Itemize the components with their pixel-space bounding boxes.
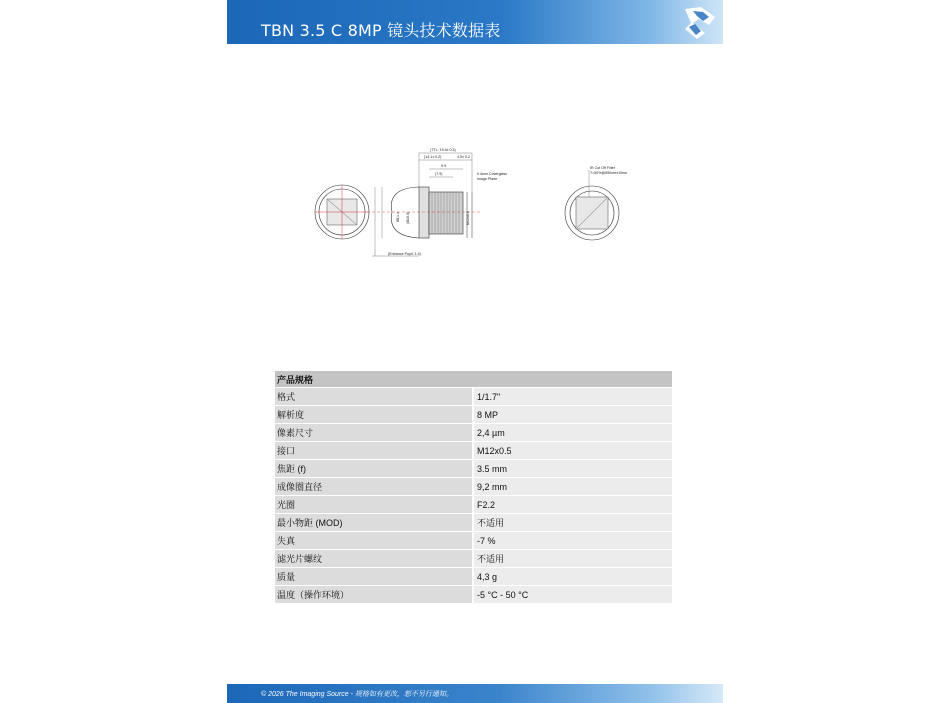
spec-row bbox=[275, 424, 672, 442]
spec-value: 4,3 g bbox=[473, 568, 672, 586]
dim-ttl: (TTL: 19.4± 0.3) bbox=[430, 148, 456, 152]
spec-label: 像素尺寸 bbox=[275, 424, 473, 442]
spec-value: 8 MP bbox=[473, 406, 672, 424]
spec-row bbox=[275, 586, 672, 604]
spec-label: 格式 bbox=[275, 388, 473, 406]
spec-row bbox=[275, 460, 672, 478]
footer-copyright: © 2026 The Imaging Source - 规格如有更改，恕不另行通知。 bbox=[261, 691, 453, 698]
dim-barrel: (7.9) bbox=[435, 172, 443, 176]
spec-row bbox=[275, 550, 672, 568]
back-view bbox=[565, 170, 619, 240]
spec-value: 3.5 mm bbox=[473, 460, 672, 478]
dim-inner-diameter: (Ø10.6) bbox=[406, 211, 410, 224]
the-imaging-source-logo-icon bbox=[679, 3, 719, 41]
spec-row bbox=[275, 442, 672, 460]
label-image-plane: Image Plane bbox=[477, 177, 498, 181]
spec-row bbox=[275, 514, 672, 532]
dim-thread: 9.9 bbox=[441, 164, 446, 168]
lens-drawing bbox=[307, 140, 647, 265]
spec-value: -7 % bbox=[473, 532, 672, 550]
spec-value: M12x0.5 bbox=[473, 442, 672, 460]
spec-label: 温度（操作环境） bbox=[275, 586, 473, 604]
spec-value: 9,2 mm bbox=[473, 478, 672, 496]
spec-value: 不适用 bbox=[473, 550, 672, 568]
dim-back: 4.5± 0.2 bbox=[457, 155, 470, 159]
page-title: TBN 3.5 C 8MP 镜头技术数据表 bbox=[261, 21, 501, 40]
dim-overall: (14.1± 0.2) bbox=[424, 155, 442, 159]
side-view bbox=[367, 153, 482, 256]
label-coverglass: 0.4mm Coverglass bbox=[477, 172, 507, 176]
spec-label: 成像圈直径 bbox=[275, 478, 473, 496]
spec-table-header-row bbox=[275, 371, 672, 388]
dim-entrance-pupil: (Entrance Pupil: 1.4) bbox=[388, 252, 421, 256]
spec-row bbox=[275, 388, 672, 406]
spec-label: 光圈 bbox=[275, 496, 473, 514]
label-ir-filter: IR Cut Off Filter bbox=[590, 166, 615, 170]
spec-row bbox=[275, 568, 672, 586]
front-view bbox=[315, 185, 369, 239]
datasheet-page bbox=[227, 0, 723, 703]
spec-label: 接口 bbox=[275, 442, 473, 460]
spec-value: 1/1.7" bbox=[473, 388, 672, 406]
footer-bar bbox=[227, 684, 723, 703]
label-ir-transmission: T=50%@650nm±10nm bbox=[590, 171, 628, 175]
spec-table bbox=[275, 371, 672, 604]
spec-label: 质量 bbox=[275, 568, 473, 586]
spec-value: 2,4 µm bbox=[473, 424, 672, 442]
spec-label: 最小物距 (MOD) bbox=[275, 514, 473, 532]
spec-row bbox=[275, 532, 672, 550]
dim-mount: M12x0.5 bbox=[466, 211, 470, 225]
spec-row bbox=[275, 406, 672, 424]
spec-row bbox=[275, 496, 672, 514]
spec-value: F2.2 bbox=[473, 496, 672, 514]
spec-row bbox=[275, 478, 672, 496]
header-bar bbox=[227, 0, 723, 44]
spec-label: 焦距 (f) bbox=[275, 460, 473, 478]
spec-table-header: 产品规格 bbox=[275, 371, 672, 388]
dim-diameter: Ø14.4 bbox=[396, 212, 400, 222]
spec-label: 失真 bbox=[275, 532, 473, 550]
spec-value: 不适用 bbox=[473, 514, 672, 532]
spec-label: 解析度 bbox=[275, 406, 473, 424]
spec-value: -5 °C - 50 °C bbox=[473, 586, 672, 604]
spec-label: 滤光片螺纹 bbox=[275, 550, 473, 568]
